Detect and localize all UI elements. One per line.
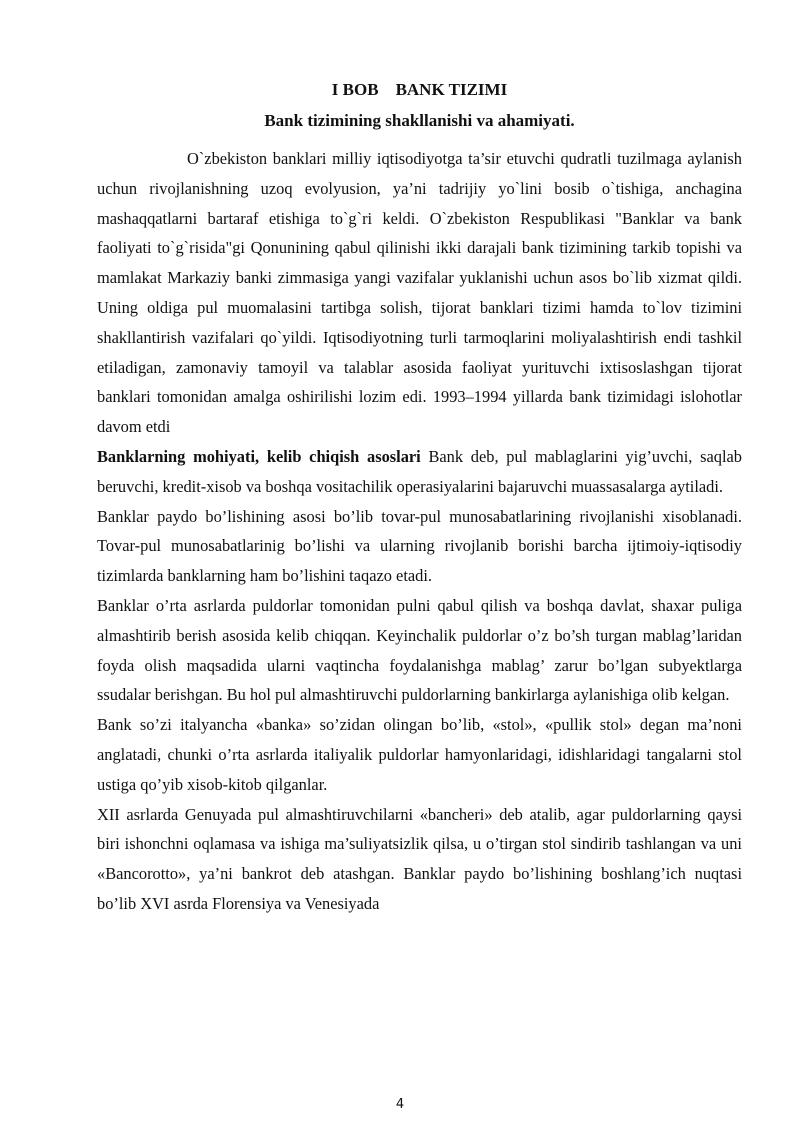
page-number: 4 xyxy=(395,1097,405,1112)
paragraph-2-text: Bank deb, pul mablaglarini yig’uvchi, saqlab beruvchi, kredit-xisob va boshqa vositachilik operasiyalarini bajaruvchi muassasalarga aytiladi. xyxy=(97,446,742,496)
paragraph-4: Banklar o’rta asrlarda puldorlar tomonidan pulni qabul qilish va boshqa davlat, shaxar puliga almashtirib berish asosida kelib chiqqan. Keyinchalik puldorlar o’z bo’sh turgan mablag’laridan foyda olish maqsadida ularni vaqtincha foydalanishga mablag’ zarur bo’lgan subyektlarga ssudalar berishgan. Bu hol pul almashtiruvchi puldorlarning bankirlarga aylanishiga olib kelgan. xyxy=(97,595,742,705)
paragraph-3: Banklar paydo bo’lishining asosi bo’lib tovar-pul munosabatlarining rivojlanishi xisoblanadi. Tovar-pul munosabatlarinig bo’lishi va ularning rivojlanib borishi barcha ijtimoiy-iqtisodiy tizimlarda banklarning ham bo’lishini taqazo etadi. xyxy=(97,506,742,586)
paragraph-6: XII asrlarda Genuyada pul almashtiruvchilarni «bancheri» deb atalib, agar puldorlarning qaysi biri ishonchni oqlamasa va ishiga ma’suliyatsizlik qilsa, u o’tirgan stol sindirib tashlangan va uni «Bancorotto», ya’ni bankrot deb atashgan. Banklar paydo bo’lishining boshlang’ich nuqtasi bo’lib XVI asrda Florensiya va Venesiyada xyxy=(97,804,742,913)
section-title: Bank tizimining shakllanishi va ahamiyati. xyxy=(264,111,575,130)
paragraph-1: O`zbekiston banklari milliy iqtisodiyotga ta’sir etuvchi qudratli tuzilmaga aylanish uchun rivojlanishning uzoq evolyusion, ya’ni tadrijiy yo`lini bosib o`tishiga, anchagina mashaqqatlarni bartaraf etishiga to`g`ri keldi. O`zbekiston Respublikasi "Banklar va bank faoliyati to`g`risida"gi Qonunining qabul qilinishi ikki darajali bank tizimining tarkib topishi va mamlakat Markaziy banki zimmasiga yangi vazifalar yuklanishi uchun asos bo`lib xizmat qildi. Uning oldiga pul muomalasini tartibga solish, tijorat banklari tizimi hamda to`lov tizimini shakllantirish vazifalari qo`yildi. Iqtisodiyotning turli tarmoqlarini moliyalashtirish endi tashkil etiladigan, zamonaviy tamoyil va talablar asosida faoliyat yurituvchi ixtisoslashgan tijorat banklari tomonidan amalga oshirilishi lozim edi. 1993–1994 yillarda bank tizimidagi islohotlar davom etdi xyxy=(97,149,742,437)
paragraph-2 xyxy=(97,442,742,502)
chapter-title: I BOB BANK TIZIMI xyxy=(331,80,508,99)
paragraph-5: Bank so’zi italyancha «banka» so’zidan olingan bo’lib, «stol», «pullik stol» degan ma’noni anglatadi, chunki o’rta asrlarda italiyalik puldorlar hamyonlaridagi, idishlaridagi tangalarni stol ustiga qo’yib xisob-kitob qilganlar. xyxy=(97,715,742,794)
document-body xyxy=(97,144,742,919)
paragraph-2-lead: Banklarning mohiyati, kelib chiqish asoslari xyxy=(97,446,421,466)
